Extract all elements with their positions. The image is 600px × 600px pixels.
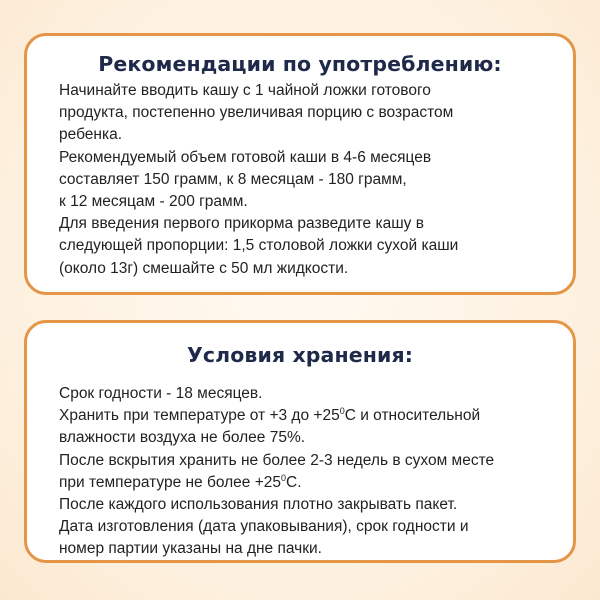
storage-line: После каждого использования плотно закрывать пакет. — [59, 496, 458, 514]
usage-line: составляет 150 грамм, к 8 месяцам - 180 грамм, — [59, 170, 407, 188]
storage-conditions-card — [24, 320, 576, 563]
storage-line: влажности воздуха не более 75%. — [59, 429, 306, 447]
storage-line-text: С. — [286, 473, 302, 491]
storage-line-text: Хранить при температуре от +3 до +25 — [59, 407, 340, 425]
storage-line: Срок годности - 18 месяцев. — [59, 385, 263, 402]
storage-line: номер партии указаны на дне пачки. — [59, 540, 322, 558]
storage-line-text: при температуре не более +25 — [59, 473, 282, 491]
usage-line: Рекомендуемый объем готовой каши в 4-6 месяцев — [59, 148, 432, 166]
usage-line: ребенка. — [59, 126, 122, 144]
usage-line: следующей пропорции: 1,5 столовой ложки сухой каши — [59, 237, 459, 255]
storage-line — [59, 405, 559, 427]
degree-superscript: 0 — [281, 472, 287, 483]
storage-card-title: Условия хранения: — [186, 343, 414, 367]
usage-line: к 12 месяцам - 200 грамм. — [59, 193, 248, 211]
storage-line — [59, 472, 559, 494]
usage-line: продукта, постепенно увеличивая порцию с возрастом — [59, 104, 454, 122]
storage-line: После вскрытия хранить не более 2-3 недель в сухом месте — [59, 451, 495, 469]
usage-recommendations-card — [24, 33, 576, 295]
degree-superscript: 0 — [339, 406, 345, 417]
usage-card-title: Рекомендации по употреблению: — [98, 52, 502, 76]
storage-line: Дата изготовления (дата упаковывания), срок годности и — [59, 518, 469, 536]
usage-line: (около 13г) смешайте с 50 мл жидкости. — [59, 259, 349, 277]
usage-line: Для введения первого прикорма разведите кашу в — [59, 215, 424, 233]
usage-line: Начинайте вводить кашу с 1 чайной ложки готового — [59, 82, 431, 99]
storage-line-text: С и относительной — [344, 407, 481, 425]
